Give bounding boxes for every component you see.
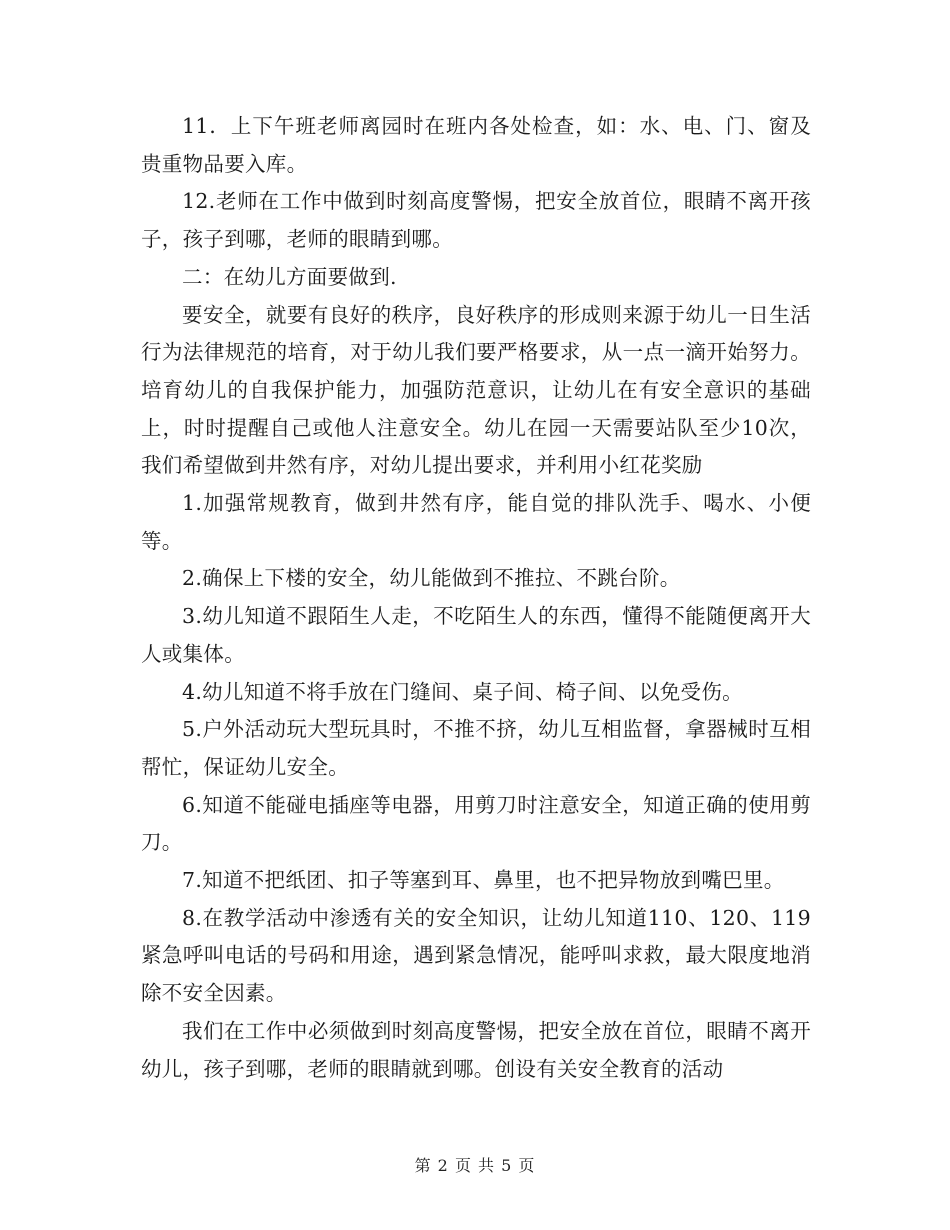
list-item-4: 4.幼儿知道不将手放在门缝间、桌子间、椅子间、以免受伤。 (182, 679, 743, 704)
document-body (141, 108, 811, 1088)
list-item-7: 7.知道不把纸团、扣子等塞到耳、鼻里，也不把异物放到嘴巴里。 (182, 868, 785, 893)
list-item-5: 5.户外活动玩大型玩具时，不推不挤，幼儿互相监督，拿器械时互相帮忙，保证幼儿安全。 (141, 717, 811, 779)
list-item-2: 2.确保上下楼的安全，幼儿能做到不推拉、不跳台阶。 (182, 566, 681, 591)
paragraph-item-11: 11．上下午班老师离园时在班内各处检查，如：水、电、门、窗及贵重物品要入库。 (141, 114, 811, 176)
list-item-1: 1.加强常规教育，做到井然有序，能自觉的排队洗手、喝水、小便等。 (141, 491, 811, 553)
list-item-3: 3.幼儿知道不跟陌生人走，不吃陌生人的东西，懂得不能随便离开大人或集体。 (141, 604, 811, 666)
page-number-footer: 第 2 页 共 5 页 (414, 1156, 536, 1175)
paragraph-closing: 我们在工作中必须做到时刻高度警惕，把安全放在首位，眼睛不离开幼儿，孩子到哪，老师的眼睛就到哪。创设有关安全教育的活动 (141, 1018, 811, 1081)
section-heading-children: 二：在幼儿方面要做到. (182, 264, 397, 289)
list-item-6: 6.知道不能碰电插座等电器，用剪刀时注意安全，知道正确的使用剪刀。 (141, 792, 811, 855)
paragraph-item-12: 12.老师在工作中做到时刻高度警惕，把安全放首位，眼睛不离开孩子，孩子到哪，老师的眼睛到哪。 (141, 189, 811, 252)
paragraph-intro: 要安全，就要有良好的秩序，良好秩序的形成则来源于幼儿一日生活行为法律规范的培育，对于幼儿我们要严格要求，从一点一滴开始努力。培育幼儿的自我保护能力，加强防范意识，让幼儿在有安全意识的基础上，时时提醒自己或他人注意安全。幼儿在园一天需要站队至少10次，我们希望做到井然有序，对幼儿提出要求，并利用小红花奖励 (141, 302, 811, 478)
list-item-8: 8.在教学活动中渗透有关的安全知识，让幼儿知道110、120、119紧急呼叫电话的号码和用途，遇到紧急情况，能呼叫求救，最大限度地消除不安全因素。 (141, 905, 811, 1006)
